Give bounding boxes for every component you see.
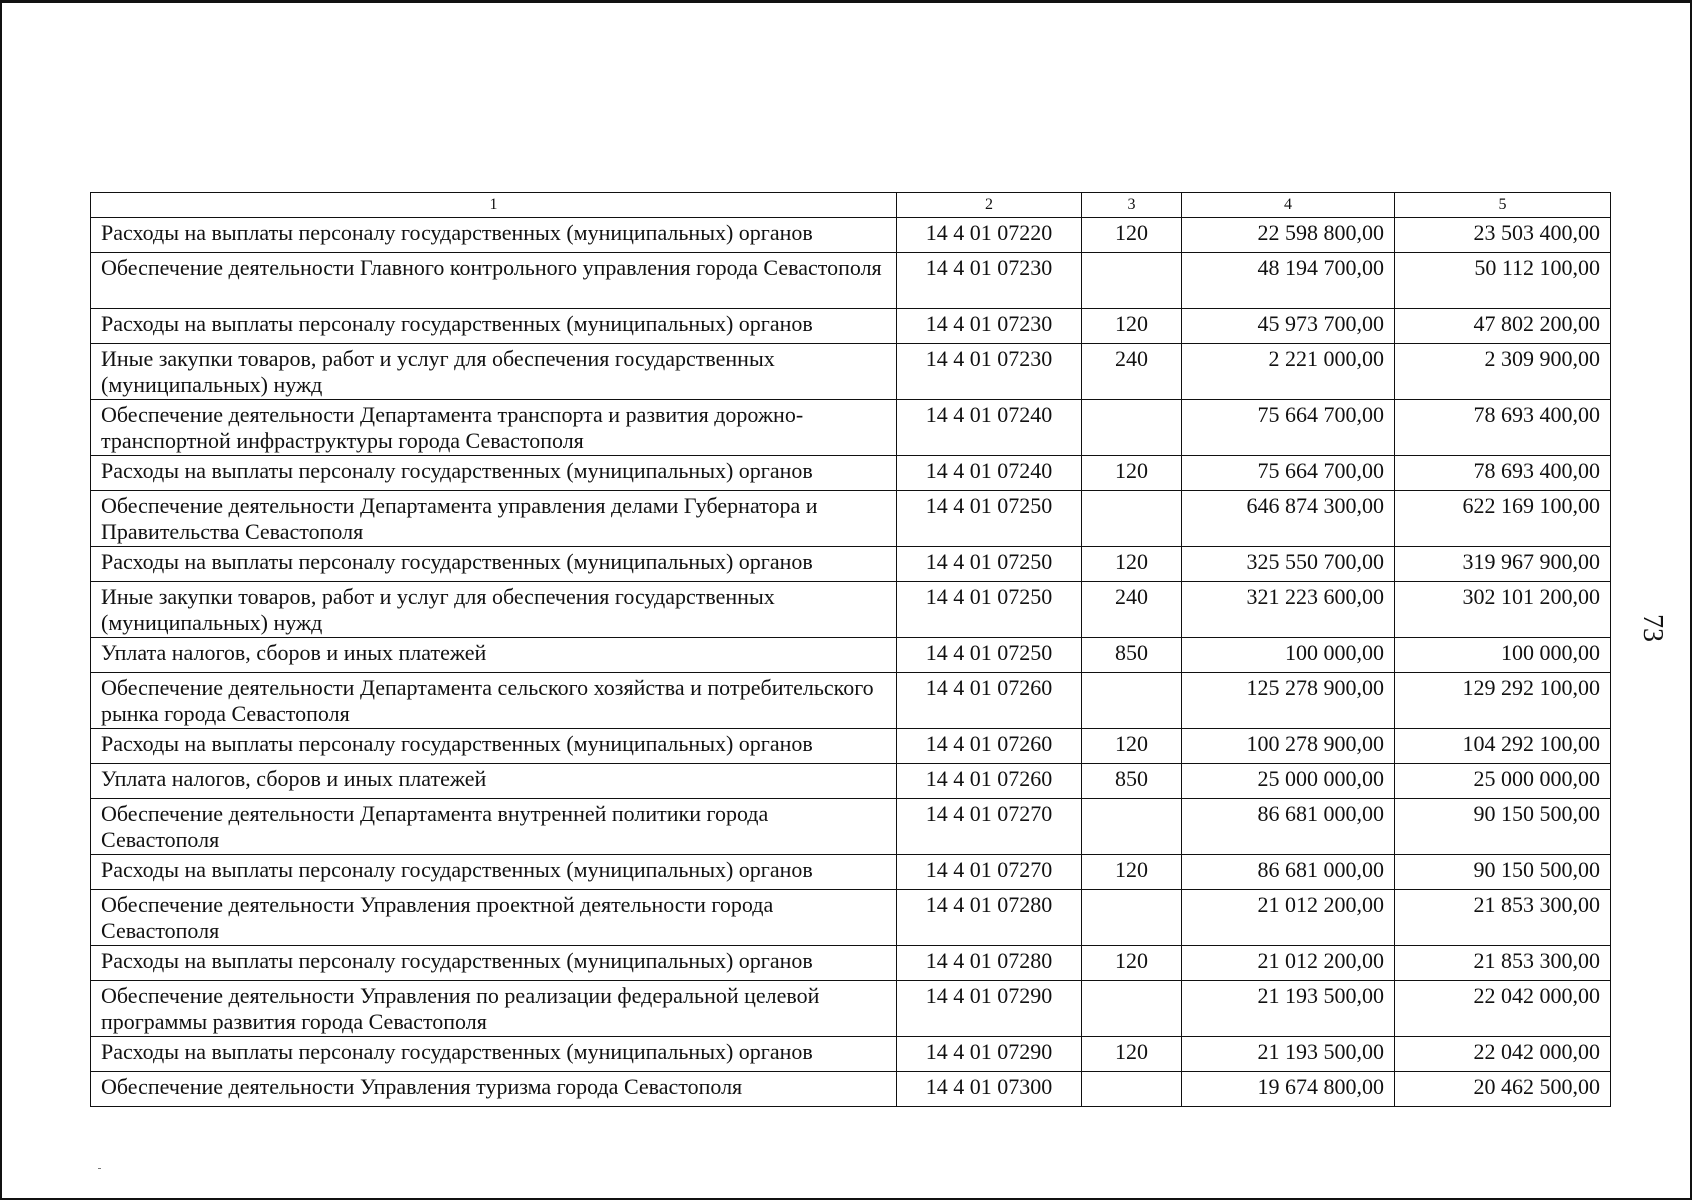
target-code-cell: 14 4 01 07220 — [897, 218, 1082, 253]
expense-type-cell — [1082, 890, 1182, 946]
page-number: 73 — [1637, 614, 1668, 642]
target-code-cell: 14 4 01 07270 — [897, 799, 1082, 855]
target-code-cell: 14 4 01 07250 — [897, 491, 1082, 547]
table-row — [91, 253, 1611, 309]
expense-type-cell: 120 — [1082, 729, 1182, 764]
amount-year2-cell: 50 112 100,00 — [1395, 253, 1611, 309]
amount-year1-cell: 325 550 700,00 — [1182, 547, 1395, 582]
expense-name-cell: Расходы на выплаты персоналу государственных (муниципальных) органов — [91, 729, 897, 764]
target-code-cell: 14 4 01 07260 — [897, 729, 1082, 764]
expense-type-cell — [1082, 491, 1182, 547]
expense-name-cell: Расходы на выплаты персоналу государственных (муниципальных) органов — [91, 309, 897, 344]
table-row — [91, 1037, 1611, 1072]
target-code-cell: 14 4 01 07280 — [897, 890, 1082, 946]
amount-year2-cell: 47 802 200,00 — [1395, 309, 1611, 344]
target-code-cell: 14 4 01 07270 — [897, 855, 1082, 890]
amount-year2-cell: 319 967 900,00 — [1395, 547, 1611, 582]
table-row — [91, 638, 1611, 673]
table-row — [91, 1072, 1611, 1107]
target-code-cell: 14 4 01 07230 — [897, 344, 1082, 400]
target-code-cell: 14 4 01 07300 — [897, 1072, 1082, 1107]
amount-year1-cell: 21 193 500,00 — [1182, 981, 1395, 1037]
amount-year2-cell: 100 000,00 — [1395, 638, 1611, 673]
target-code-cell: 14 4 01 07240 — [897, 400, 1082, 456]
expense-name-cell: Расходы на выплаты персоналу государственных (муниципальных) органов — [91, 1037, 897, 1072]
expense-name-cell: Обеспечение деятельности Департамента сельского хозяйства и потребительского рынка города Севастополя — [91, 673, 897, 729]
amount-year1-cell: 86 681 000,00 — [1182, 799, 1395, 855]
amount-year1-cell: 646 874 300,00 — [1182, 491, 1395, 547]
expense-type-cell: 240 — [1082, 344, 1182, 400]
expense-type-cell: 120 — [1082, 946, 1182, 981]
target-code-cell: 14 4 01 07230 — [897, 253, 1082, 309]
amount-year2-cell: 21 853 300,00 — [1395, 946, 1611, 981]
amount-year1-cell: 19 674 800,00 — [1182, 1072, 1395, 1107]
table-row — [91, 400, 1611, 456]
amount-year2-cell: 23 503 400,00 — [1395, 218, 1611, 253]
amount-year1-cell: 48 194 700,00 — [1182, 253, 1395, 309]
amount-year2-cell: 104 292 100,00 — [1395, 729, 1611, 764]
expense-name-cell: Обеспечение деятельности Главного контрольного управления города Севастополя — [91, 253, 897, 309]
scan-speck — [98, 1168, 101, 1169]
table-body — [91, 218, 1611, 1107]
amount-year1-cell: 86 681 000,00 — [1182, 855, 1395, 890]
amount-year2-cell: 78 693 400,00 — [1395, 456, 1611, 491]
amount-year1-cell: 75 664 700,00 — [1182, 400, 1395, 456]
expense-type-cell — [1082, 253, 1182, 309]
table-row — [91, 309, 1611, 344]
budget-table — [90, 192, 1611, 1107]
expense-type-cell — [1082, 673, 1182, 729]
expense-name-cell: Обеспечение деятельности Департамента управления делами Губернатора и Правительства Севастополя — [91, 491, 897, 547]
expense-type-cell — [1082, 1072, 1182, 1107]
table-row — [91, 729, 1611, 764]
table-row — [91, 491, 1611, 547]
table-row — [91, 547, 1611, 582]
expense-name-cell: Иные закупки товаров, работ и услуг для обеспечения государственных (муниципальных) нужд — [91, 344, 897, 400]
expense-name-cell: Расходы на выплаты персоналу государственных (муниципальных) органов — [91, 547, 897, 582]
page-top-border — [2, 2, 1690, 3]
expense-name-cell: Расходы на выплаты персоналу государственных (муниципальных) органов — [91, 456, 897, 491]
column-header-1: 1 — [91, 193, 897, 218]
target-code-cell: 14 4 01 07250 — [897, 547, 1082, 582]
column-header-3: 3 — [1082, 193, 1182, 218]
amount-year1-cell: 75 664 700,00 — [1182, 456, 1395, 491]
expense-name-cell: Обеспечение деятельности Управления туризма города Севастополя — [91, 1072, 897, 1107]
expense-type-cell — [1082, 799, 1182, 855]
table-row — [91, 855, 1611, 890]
expense-type-cell: 120 — [1082, 855, 1182, 890]
table-row — [91, 981, 1611, 1037]
amount-year2-cell: 129 292 100,00 — [1395, 673, 1611, 729]
amount-year2-cell: 22 042 000,00 — [1395, 981, 1611, 1037]
target-code-cell: 14 4 01 07260 — [897, 673, 1082, 729]
table-row — [91, 582, 1611, 638]
target-code-cell: 14 4 01 07250 — [897, 582, 1082, 638]
amount-year2-cell: 90 150 500,00 — [1395, 799, 1611, 855]
column-number-row — [91, 193, 1611, 218]
amount-year1-cell: 321 223 600,00 — [1182, 582, 1395, 638]
amount-year1-cell: 21 012 200,00 — [1182, 946, 1395, 981]
column-header-5: 5 — [1395, 193, 1611, 218]
table-row — [91, 946, 1611, 981]
expense-name-cell: Расходы на выплаты персоналу государственных (муниципальных) органов — [91, 218, 897, 253]
expense-type-cell — [1082, 400, 1182, 456]
column-header-4: 4 — [1182, 193, 1395, 218]
expense-type-cell: 120 — [1082, 218, 1182, 253]
table-row — [91, 218, 1611, 253]
table-row — [91, 344, 1611, 400]
table-row — [91, 799, 1611, 855]
target-code-cell: 14 4 01 07240 — [897, 456, 1082, 491]
amount-year2-cell: 22 042 000,00 — [1395, 1037, 1611, 1072]
amount-year1-cell: 2 221 000,00 — [1182, 344, 1395, 400]
expense-name-cell: Обеспечение деятельности Департамента транспорта и развития дорожно-транспортной инфраструктуры города Севастополя — [91, 400, 897, 456]
target-code-cell: 14 4 01 07230 — [897, 309, 1082, 344]
expense-name-cell: Обеспечение деятельности Управления по реализации федеральной целевой программы развития города Севастополя — [91, 981, 897, 1037]
expense-type-cell: 240 — [1082, 582, 1182, 638]
amount-year2-cell: 21 853 300,00 — [1395, 890, 1611, 946]
amount-year1-cell: 21 012 200,00 — [1182, 890, 1395, 946]
table-row — [91, 456, 1611, 491]
amount-year2-cell: 302 101 200,00 — [1395, 582, 1611, 638]
expense-type-cell: 120 — [1082, 547, 1182, 582]
amount-year1-cell: 100 278 900,00 — [1182, 729, 1395, 764]
expense-name-cell: Обеспечение деятельности Управления проектной деятельности города Севастополя — [91, 890, 897, 946]
amount-year2-cell: 90 150 500,00 — [1395, 855, 1611, 890]
expense-name-cell: Уплата налогов, сборов и иных платежей — [91, 638, 897, 673]
target-code-cell: 14 4 01 07260 — [897, 764, 1082, 799]
amount-year2-cell: 2 309 900,00 — [1395, 344, 1611, 400]
table-row — [91, 890, 1611, 946]
expense-name-cell: Обеспечение деятельности Департамента внутренней политики города Севастополя — [91, 799, 897, 855]
expense-name-cell: Иные закупки товаров, работ и услуг для обеспечения государственных (муниципальных) нужд — [91, 582, 897, 638]
amount-year1-cell: 22 598 800,00 — [1182, 218, 1395, 253]
expense-type-cell — [1082, 981, 1182, 1037]
expense-name-cell: Расходы на выплаты персоналу государственных (муниципальных) органов — [91, 855, 897, 890]
amount-year2-cell: 78 693 400,00 — [1395, 400, 1611, 456]
expense-type-cell: 120 — [1082, 1037, 1182, 1072]
amount-year1-cell: 21 193 500,00 — [1182, 1037, 1395, 1072]
target-code-cell: 14 4 01 07290 — [897, 981, 1082, 1037]
amount-year1-cell: 45 973 700,00 — [1182, 309, 1395, 344]
expense-name-cell: Уплата налогов, сборов и иных платежей — [91, 764, 897, 799]
amount-year2-cell: 622 169 100,00 — [1395, 491, 1611, 547]
expense-type-cell: 850 — [1082, 764, 1182, 799]
amount-year1-cell: 100 000,00 — [1182, 638, 1395, 673]
expense-name-cell: Расходы на выплаты персоналу государственных (муниципальных) органов — [91, 946, 897, 981]
amount-year1-cell: 125 278 900,00 — [1182, 673, 1395, 729]
table-row — [91, 764, 1611, 799]
target-code-cell: 14 4 01 07280 — [897, 946, 1082, 981]
amount-year2-cell: 25 000 000,00 — [1395, 764, 1611, 799]
target-code-cell: 14 4 01 07290 — [897, 1037, 1082, 1072]
column-header-2: 2 — [897, 193, 1082, 218]
expense-type-cell: 120 — [1082, 456, 1182, 491]
amount-year2-cell: 20 462 500,00 — [1395, 1072, 1611, 1107]
expense-type-cell: 120 — [1082, 309, 1182, 344]
amount-year1-cell: 25 000 000,00 — [1182, 764, 1395, 799]
expense-type-cell: 850 — [1082, 638, 1182, 673]
target-code-cell: 14 4 01 07250 — [897, 638, 1082, 673]
table-row — [91, 673, 1611, 729]
